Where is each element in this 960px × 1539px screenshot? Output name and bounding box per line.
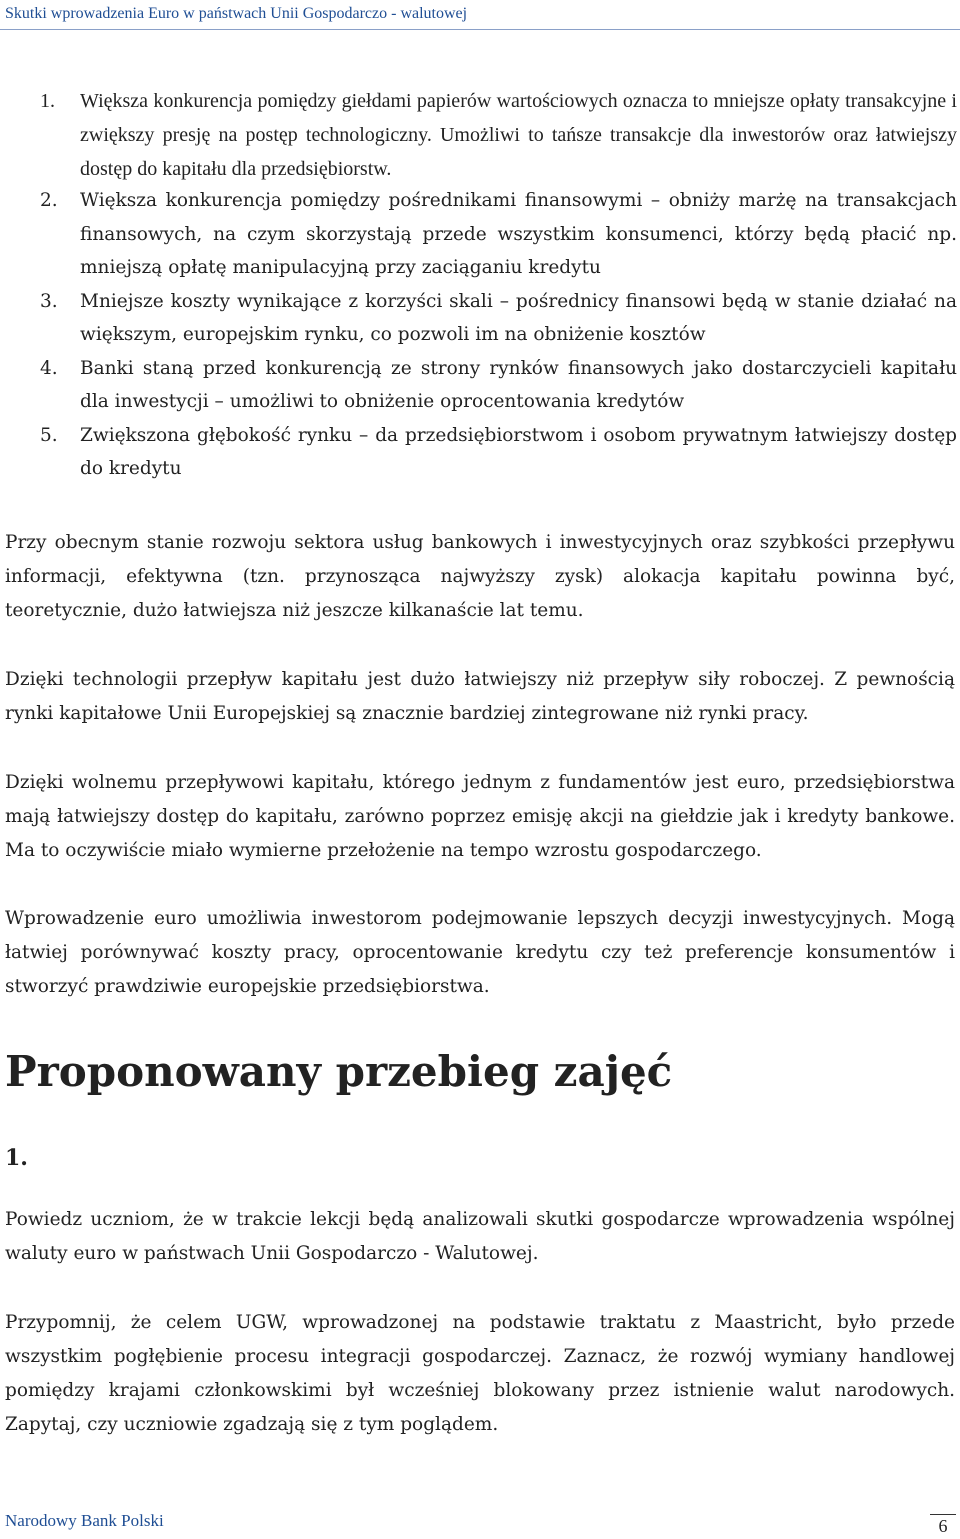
list-item-text: Banki staną przed konkurencją ze strony rynków finansowych jako dostarczycieli kapitału dla inwestycji – umożliwi to obniżenie oprocentowania kredytów [80, 357, 957, 412]
section-heading: Proponowany przebieg zajęć [5, 1047, 673, 1096]
step-number: 1. [5, 1145, 28, 1171]
list-item [0, 419, 957, 486]
header-rule [0, 29, 960, 30]
list-item-number: 3. [40, 290, 58, 312]
list-item-text: Większa konkurencja pomiędzy pośrednikami finansowymi – obniży marżę na transakcjach finansowych, na czym skorzystają przede wszystkim konsumenci, którzy będą płacić np. mniejszą opłatę manipulacyjną przy zaciąganiu kredytu [80, 190, 957, 278]
running-header: Skutki wprowadzenia Euro w państwach Unii Gospodarczo - walutowej [5, 5, 468, 22]
numbered-list-b [0, 184, 957, 486]
footer-publisher: Narodowy Bank Polski [5, 1511, 164, 1530]
paragraph: Przy obecnym stanie rozwoju sektora usług bankowych i inwestycyjnych oraz szybkości przepływu informacji, efektywna (tzn. przynosząca najwyższy zysk) alokacja kapitału powinna być, teoretycznie, dużo łatwiejsza niż jeszcze kilkanaście lat temu. [5, 532, 955, 621]
list-item-number: 1. [40, 90, 55, 112]
list-item-text: Większa konkurencja pomiędzy giełdami papierów wartościowych oznacza to mniejsze opłaty transakcyjne i zwiększy presję na postęp technologiczny. Umożliwi to tańsze transakcje dla inwestorów oraz łatwiejszy dostęp do kapitału dla przedsiębiorstw. [80, 90, 957, 180]
list-item [0, 184, 957, 285]
list-item-text: Zwiększona głębokość rynku – da przedsiębiorstwom i osobom prywatnym łatwiejszy dostęp do kredytu [80, 424, 957, 479]
list-item [0, 84, 957, 186]
list-item [0, 352, 957, 419]
paragraph: Wprowadzenie euro umożliwia inwestorom podejmowanie lepszych decyzji inwestycyjnych. Mogą łatwiej porównywać koszty pracy, oprocentowanie kredytu czy też preferencje konsumentów i stworzyć prawdziwie europejskie przedsiębiorstwa. [5, 908, 955, 997]
numbered-list-a [0, 84, 957, 186]
paragraph: Dzięki technologii przepływ kapitału jest dużo łatwiejszy niż przepływ siły roboczej. Z pewnością rynki kapitałowe Unii Europejskiej są znacznie bardziej zintegrowane niż rynki pracy. [5, 669, 955, 724]
list-item-text: Mniejsze koszty wynikające z korzyści skali – pośrednicy finansowi będą w stanie działać na większym, europejskim rynku, co pozwoli im na obniżenie kosztów [80, 290, 957, 345]
list-item-number: 4. [40, 357, 58, 379]
list-item-number: 5. [40, 424, 58, 446]
paragraph: Powiedz uczniom, że w trakcie lekcji będą analizowali skutki gospodarcze wprowadzenia wspólnej waluty euro w państwach Unii Gospodarczo - Walutowej. [5, 1209, 955, 1264]
list-item [0, 285, 957, 352]
list-item-number: 2. [40, 190, 58, 211]
paragraph: Dzięki wolnemu przepływowi kapitału, którego jednym z fundamentów jest euro, przedsiębiorstwa mają łatwiejszy dostęp do kapitału, zarówno poprzez emisję akcji na giełdzie jak i kredyty bankowe. Ma to oczywiście miało wymierne przełożenie na tempo wzrostu gospodarczego. [5, 772, 955, 861]
page-number: 6 [930, 1514, 956, 1537]
paragraph: Przypomnij, że celem UGW, wprowadzonej na podstawie traktatu z Maastricht, było przede wszystkim pogłębienie procesu integracji gospodarczej. Zaznacz, że rozwój wymiany handlowej pomiędzy krajami członkowskimi był wcześniej blokowany przez istnienie walut narodowych. Zapytaj, czy uczniowie zgadzają się z tym poglądem. [5, 1312, 955, 1435]
